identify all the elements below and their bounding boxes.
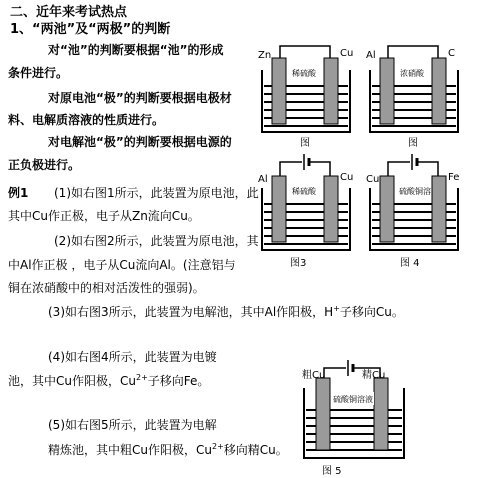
example-label: 例1	[8, 186, 29, 200]
q3-text: (3)如右图3所示，此装置为电解池，其中Al作阳极，H	[48, 305, 334, 319]
fig2-caption: 图	[408, 138, 418, 149]
fig4-solution: 硫酸铜溶	[399, 187, 431, 196]
point1-title: 1、“两池”及“两极”的判断	[10, 22, 171, 37]
fig1-left-electrode: Zn	[258, 50, 272, 61]
fig3-caption: 图3	[290, 258, 307, 269]
fig4-caption: 图 4	[400, 258, 420, 269]
para3-line2: 正负极进行。	[8, 158, 81, 172]
fig1-right-electrode: Cu	[340, 48, 354, 59]
fig1-caption: 图	[300, 138, 310, 149]
q2-line2: 中Al作正极 ，电子从Cu流向Al。(注意铝与	[8, 258, 236, 272]
figure-1	[256, 40, 356, 150]
fig3-left-electrode: Al	[258, 174, 268, 185]
fig3-right-electrode: Cu	[340, 172, 354, 183]
fig1-solution: 稀硫酸	[292, 69, 316, 78]
para2-line1: 对原电池“极”的判断要根据电极材	[48, 91, 232, 105]
q5-line1: (5)如右图5所示，此装置为电解	[48, 418, 217, 432]
q4-line2	[8, 374, 209, 388]
q5-text: 精炼池，其中粗Cu作阳极，Cu	[48, 443, 212, 457]
q4-line1: (4)如右图4所示，此装置为电镀	[48, 350, 217, 364]
q1-line1: (1)如右图1所示，此装置为原电池，此	[54, 186, 259, 200]
para1-line2: 条件进行。	[8, 66, 69, 80]
fig4-right-electrode: Fe	[448, 172, 460, 183]
q5-line2	[48, 443, 288, 457]
q5-tail: 移向精Cu。	[223, 443, 288, 457]
section-title: 二、近年来考试热点	[10, 5, 128, 20]
q2-line1: (2)如右图2所示，此装置为原电池，其	[54, 234, 259, 248]
fig3-solution: 稀硫酸	[292, 187, 316, 196]
q5-superscript: 2+	[211, 442, 224, 451]
fig4-left-electrode: Cu	[366, 174, 380, 185]
para1-line1: 对“池”的判断要根据“池”的形成	[48, 43, 224, 57]
figure-5	[298, 354, 410, 476]
q3-tail: 子移向Cu。	[339, 305, 404, 319]
para2-line2: 料、电解质溶液的性质进行。	[8, 113, 165, 127]
fig2-left-electrode: Al	[366, 50, 376, 61]
fig5-solution: 硫酸铜溶液	[333, 395, 373, 404]
q4-text: 池，其中Cu作阳极，Cu	[8, 374, 136, 388]
fig2-solution: 浓硝酸	[400, 69, 424, 78]
fig5-caption: 图 5	[322, 466, 342, 476]
fig5-left-electrode: 粗Cu	[302, 370, 326, 381]
figure-2	[364, 40, 464, 150]
fig5-right-electrode: 精Cu	[362, 370, 386, 381]
q4-tail: 子移向Fe。	[147, 374, 210, 388]
q2-line3: 铜在浓硝酸中的相对活泼性的强弱)。	[8, 281, 205, 295]
fig2-right-electrode: C	[448, 48, 455, 59]
q3-superscript: +	[333, 304, 340, 313]
q4-superscript: 2+	[135, 373, 148, 382]
figure-4	[364, 152, 464, 270]
q3-line	[48, 305, 404, 319]
q1-line2: 其中Cu作正极，电子从Zn流向Cu。	[8, 209, 200, 223]
para3-line1: 对电解池“极”的判断要根据电源的	[48, 135, 232, 149]
figure-3	[256, 152, 356, 270]
